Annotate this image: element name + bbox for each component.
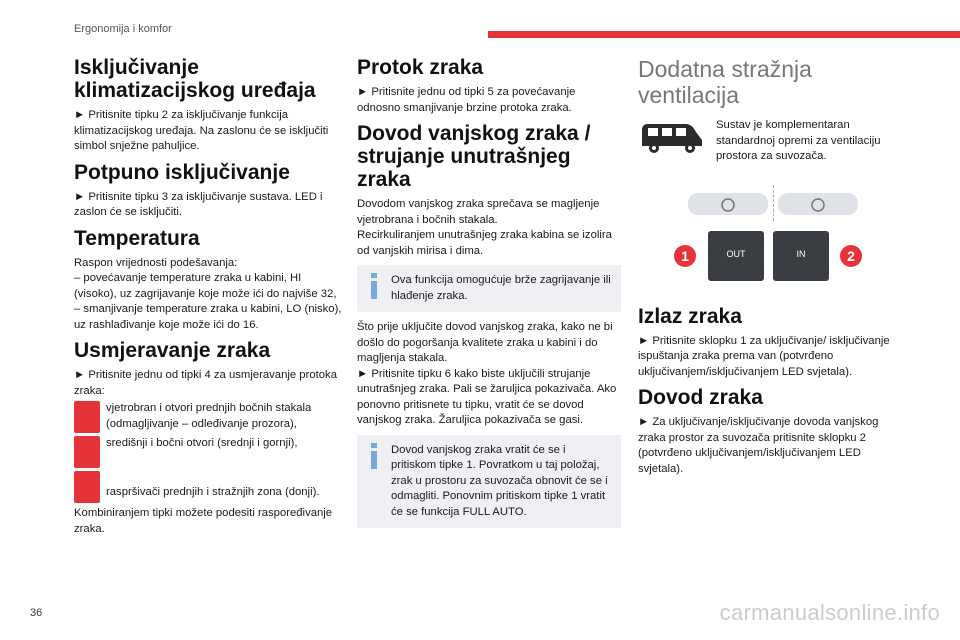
list-item [74,436,344,468]
column-2 [357,50,621,536]
para-intake-1: Dovodom vanjskog zraka sprečava se magljenje vjetrobrana i bočnih stakala. [357,198,600,226]
rear-vent-figure [638,183,908,283]
heading-air-out: Izlaz zraka [638,304,742,328]
para-intake-2: Recirkuliranjem unutrašnjeg zraka kabina se izolira od vanjskih mirisa i dima. [357,229,612,257]
para-full-off: ► Pritisnite tipku 3 za isključivanje sustava. LED i zaslon će se isključiti. [74,190,323,218]
watermark: carmanualsonline.info [719,600,940,625]
heading-rear-ventilation: Dodatna stražnja ventilacija [638,56,812,108]
figure-divider [773,185,775,221]
page-number: 36 [30,607,43,619]
air-in-button [773,231,829,281]
callout-badge-1: 1 [674,245,696,267]
info-note-text: Dovod vanjskog zraka vratit će se i pritiskom tipke 1. Povratkom u taj položaj, zrak u prostoru za suvozača obnovit će se i odmagliti. Ponovnim pritiskom tipke 1 vratit će se funkcija FULL AUTO. [391,443,608,518]
info-icon [367,443,381,469]
van-icon [638,118,706,158]
header-accent-bar [488,31,960,38]
heading-full-off: Potpuno isključivanje [74,160,290,184]
para-air-direction: ► Pritisnite jednu od tipki 4 za usmjeravanje protoka zraka: [74,369,337,397]
list-item-text: vjetrobran i otvori prednjih bočnih stakala (odmagljivanje – odleđivanje prozora), [106,402,312,430]
heading-air-direction: Usmjeravanje zraka [74,339,271,362]
info-note [357,435,621,529]
fan-icon [810,197,826,213]
column-1 [74,50,344,541]
para-temp-decrease: – smanjivanje temperature zraka u kabini, LO (nisko), uz rashlađivanje koje može ići do 16. [74,303,342,331]
para-air-flow: ► Pritisnite jednu od tipki 5 za povećavanje odnosno smanjivanje brzine protoka zraka. [357,86,576,114]
para-air-in: ► Za uključivanje/isključivanje dovoda vanjskog zraka prostor za suvozača pritisnite sklopku 2 (potvrđeno uključivanjem/isključivanjem LED svjetala). [638,416,879,475]
column-3 [638,50,908,481]
air-out-button-label: OUT [726,248,746,259]
para-air-out: ► Pritisnite sklopku 1 za uključivanje/ isključivanje ispuštanja zraka prema van (potvrđeno uključivanjem/isključivanjem LED svjetala). [638,334,890,378]
windscreen-vent-icon [74,401,100,433]
list-item [74,471,344,503]
heading-air-flow: Protok zraka [357,56,484,79]
para-rear-ventilation: Sustav je komplementaran standardnoj opremi za ventilaciju prostora za suvozača. [716,119,881,162]
heading-ac-off: Isključivanje klimatizacijskog uređaja [74,56,316,102]
para-button-6: ► Pritisnite tipku 6 kako biste uključili strujanje unutrašnjeg zraka. Pali se žaruljica pokazivača. Ako ponovno pritisnete tu tipku, vratit će se dovod vanjskog zraka. Žaruljica pokazivača se gasi. [357,367,617,426]
list-item [74,401,344,433]
foot-vent-icon [74,471,100,503]
info-icon [367,273,381,299]
info-note [357,265,621,312]
para-temp-increase: – povećavanje temperature zraka u kabini, HI (visoko), uz zagrijavanje koje može ići do najviše 32, [74,272,337,300]
para-combine: Kombiniranjem tipki možete podesiti raspoređivanje zraka. [74,507,333,535]
list-item-text: raspršivači prednjih i stražnjih zona (donji). [106,486,320,498]
para-ac-off: ► Pritisnite tipku 2 za isključivanje funkcija klimatizacijskog uređaja. Na zaslonu će se isključiti simbol snježne pahuljice. [74,109,329,152]
air-in-button-label: IN [796,248,806,259]
header-title: Ergonomija i komfor [74,23,172,35]
para-temp-range: Raspon vrijednosti podešavanja: [74,256,238,269]
fan-icon [720,197,736,213]
heading-air-in: Dovod zraka [638,386,763,409]
list-item-text: središnji i bočni otvori (srednji i gornji), [106,437,298,449]
center-vent-icon [74,436,100,468]
air-out-button [708,231,764,281]
callout-badge-2: 2 [840,245,862,267]
info-note-text: Ova funkcija omogućuje brže zagrijavanje ili hlađenje zraka. [391,274,611,302]
heading-air-intake: Dovod vanjskog zraka / strujanje unutrašnjeg zraka [357,122,591,191]
para-sooner: Što prije uključite dovod vanjskog zraka, kako ne bi došlo do pogoršanja kvalitete zraka u kabini i do magljenja stakala. [357,321,613,364]
heading-temperature: Temperatura [74,226,200,250]
